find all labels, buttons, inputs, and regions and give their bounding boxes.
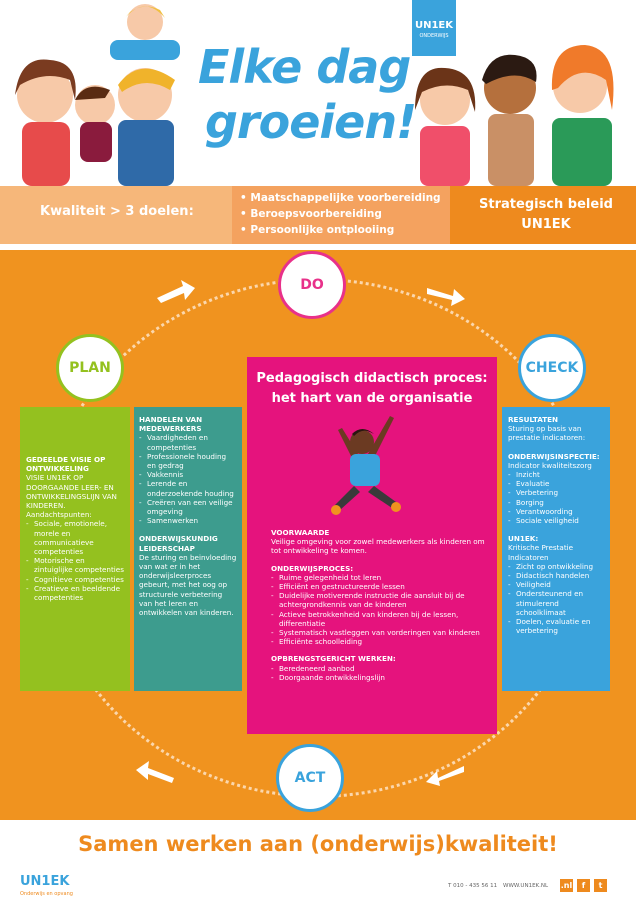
- list-item: - Evaluatie: [508, 479, 605, 488]
- voorwaarde-text: Veilige omgeving voor zowel medewerkers als kinderen om tot ontwikkeling te komen.: [271, 537, 485, 556]
- resultaten-heading: RESULTATEN: [508, 415, 559, 424]
- leiderschap-heading: ONDERWIJSKUNDIG LEIDERSCHAP: [139, 534, 218, 553]
- inspectie-list: [508, 470, 605, 525]
- list-item: - Cognitieve competenties: [26, 575, 125, 584]
- list-item: - Creëren van een veilige omgeving: [139, 498, 237, 516]
- headline-line1: Elke dag: [198, 40, 411, 94]
- goal-item: • Beroepsvoorbereiding: [240, 208, 382, 220]
- list-item: - Lerende en onderzoekende houding: [139, 479, 237, 497]
- kids-illustration: [415, 45, 613, 186]
- opbrengst-heading: OPBRENGSTGERICHT WERKEN:: [271, 654, 396, 664]
- proces-heading: ONDERWIJSPROCES:: [271, 563, 354, 573]
- list-item: - Samenwerken: [139, 516, 237, 525]
- list-item: - Systematisch vastleggen van vorderingen van kinderen: [271, 628, 493, 637]
- headline-line2: groeien!: [205, 95, 417, 149]
- handelen-column: [134, 407, 242, 691]
- website-icon[interactable]: .nl: [560, 881, 573, 890]
- cycle-arrow-icon: [425, 282, 467, 308]
- list-item: - Beredeneerd aanbod: [271, 664, 493, 673]
- list-item: - Doelen, evaluatie en verbetering: [508, 617, 605, 635]
- node-do: DO: [278, 251, 346, 319]
- opbrengst-list: [271, 664, 493, 682]
- kpi-text: Kritische Prestatie Indicatoren: [508, 543, 574, 562]
- list-item: - Professionele houding en gedrag: [139, 452, 237, 470]
- goal-band-right: [450, 186, 636, 244]
- list-item: - Ruime gelegenheid tot leren: [271, 573, 493, 582]
- goal-text: Maatschappelijke voorbereiding: [250, 192, 441, 204]
- footer-logo: UN1EK: [20, 874, 70, 889]
- proces-list: [271, 573, 493, 647]
- voorwaarde-section: [271, 528, 493, 556]
- proces-section: [271, 564, 493, 647]
- resultaten-text: Sturing op basis van prestatie indicatoren:: [508, 424, 586, 443]
- un1ek-logo: [412, 0, 456, 56]
- handelen-list: [139, 433, 237, 525]
- list-item: - Verbetering: [508, 488, 605, 497]
- plan-heading: GEDEELDE VISIE OP ONTWIKKELING: [26, 455, 106, 474]
- do-title-line2: het hart van de organisatie: [271, 391, 473, 406]
- inspectie-text: Indicator kwaliteitszorg: [508, 460, 592, 470]
- inspectie-heading: ONDERWIJSINSPECTIE:: [508, 451, 600, 461]
- handelen-heading: HANDELEN VAN MEDEWERKERS: [139, 415, 203, 434]
- list-item: - Efficiënt en gestructureerde lessen: [271, 582, 493, 591]
- plan-list: [26, 519, 125, 602]
- voorwaarde-heading: VOORWAARDE: [271, 528, 330, 537]
- footer-website-link[interactable]: WWW.UN1EK.NL: [503, 883, 549, 889]
- goals-label: Kwaliteit > 3 doelen:: [40, 204, 194, 219]
- list-item: - Sociale, emotionele, morele en communicatieve competenties: [26, 519, 125, 556]
- cycle-arrow-icon: [155, 278, 197, 304]
- list-item: - Motorische en zintuiglijke competenties: [26, 556, 125, 574]
- do-title-line1: Pedagogisch didactisch proces:: [256, 371, 488, 386]
- list-item: - Vakkennis: [139, 470, 237, 479]
- family-illustration: [15, 4, 180, 186]
- list-item: - Veiligheid: [508, 580, 605, 589]
- cycle-arrow-icon: [134, 758, 176, 784]
- list-item: - Ondersteunend en stimulerend schoolklimaat: [508, 589, 605, 617]
- node-act: ACT: [276, 744, 344, 812]
- plan-column: [20, 407, 130, 691]
- list-item: - Creatieve en beeldende competenties: [26, 584, 125, 602]
- un1ek-heading: UN1EK:: [508, 534, 539, 544]
- logo-sub: ONDERWIJS: [419, 33, 449, 39]
- list-item: - Borging: [508, 498, 605, 507]
- facebook-icon[interactable]: f: [577, 879, 590, 892]
- list-item: - Didactisch handelen: [508, 571, 605, 580]
- node-check: CHECK: [518, 334, 586, 402]
- leiderschap-text: De sturing en beinvloeding van wat er in het onderwijsleerproces gebeurt, met het oog op structurele verbetering van het leren en ontwikkelen van kinderen.: [139, 552, 237, 618]
- goal-text: Beroepsvoorbereiding: [250, 208, 382, 220]
- list-item: - Inzicht: [508, 470, 605, 479]
- goal-item: • Maatschappelijke voorbereiding: [240, 192, 441, 204]
- list-item: - Zicht op ontwikkeling: [508, 562, 605, 571]
- plan-sub: Aandachtspunten:: [26, 510, 92, 520]
- list-item: - Doorgaande ontwikkelingslijn: [271, 673, 493, 682]
- footer-phone: T 010 - 435 56 11: [448, 883, 498, 889]
- do-body: [271, 528, 493, 690]
- kpi-list: [508, 562, 605, 636]
- check-column: [502, 407, 610, 691]
- plan-text: VISIE UN1EK OP DOORGAANDE LEER- EN ONTWIKKELINGSLIJN VAN KINDEREN.: [26, 473, 117, 511]
- list-item: - Vaardigheden en competenties: [139, 433, 237, 451]
- logo-text: UN1EK: [414, 20, 454, 31]
- goal-item: • Persoonlijke ontplooiing: [240, 224, 395, 236]
- twitter-icon[interactable]: t: [594, 879, 607, 892]
- list-item: - Actieve betrokkenheid van kinderen bij de lessen, differentiatie: [271, 610, 493, 628]
- cycle-arrow-icon: [424, 762, 466, 788]
- slogan: Samen werken aan (onderwijs)kwaliteit!: [78, 832, 558, 856]
- opbrengst-section: [271, 654, 493, 682]
- list-item: - Verantwoording: [508, 507, 605, 516]
- list-item: - Duidelijke motiverende instructie die aansluit bij de achtergrondkennis van de kinderen: [271, 591, 493, 609]
- list-item: - Sociale veiligheid: [508, 516, 605, 525]
- list-item: - Efficiënte schoolleiding: [271, 637, 493, 646]
- node-plan: PLAN: [56, 334, 124, 402]
- footer-logo-sub: Onderwijs en opvang: [20, 891, 73, 897]
- goal-text: Persoonlijke ontplooiing: [250, 224, 395, 236]
- strategy-label-line1: Strategisch beleid: [479, 197, 613, 212]
- strategy-label-line2: UN1EK: [521, 217, 571, 232]
- jumping-child-icon: [312, 410, 432, 522]
